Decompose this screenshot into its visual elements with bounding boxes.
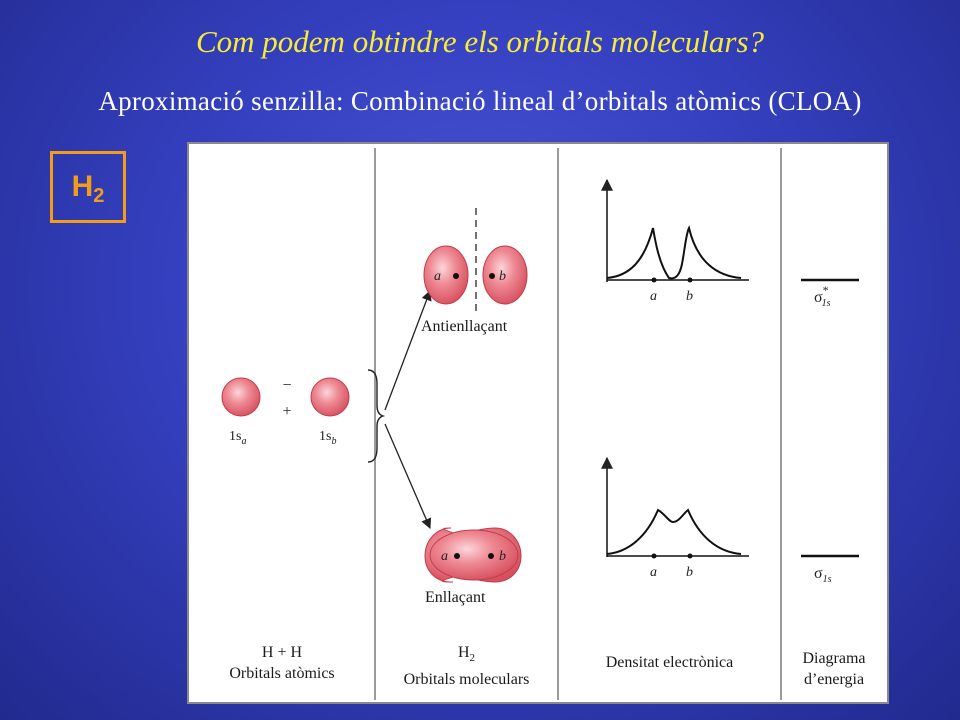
- orbital-label-1sa: $1s_a$: [229, 429, 247, 447]
- density-top-label-a: a: [650, 289, 657, 304]
- density-top-label-b: b: [686, 289, 693, 304]
- column-electron-density: Densitat electrònica: [605, 654, 734, 671]
- molecule-label-box: [50, 151, 126, 223]
- atomic-orbital-a: [222, 378, 260, 416]
- atomic-orbital-b: [311, 378, 349, 416]
- column-energy-diagram: [781, 648, 887, 690]
- figure-panel: [187, 142, 889, 704]
- density-top-point-a: [652, 278, 657, 283]
- bonding-label: Enllaçant: [425, 589, 486, 606]
- density-bottom-point-a: [652, 554, 657, 559]
- antibonding-nucleus-b-label: b: [499, 269, 506, 284]
- arrow-to-bonding: [385, 424, 430, 528]
- energy-label-bonding: $\sigma_{1s}$: [814, 565, 832, 585]
- bonding-nucleus-b-label: b: [499, 549, 506, 564]
- arrow-to-antibonding: [385, 291, 430, 410]
- column-molecular-orbitals: [375, 642, 558, 690]
- density-top-curve: [607, 228, 741, 278]
- antibonding-label: Antienllaçant: [421, 318, 508, 335]
- molecule-label: H: [71, 170, 94, 203]
- antibonding-nucleus-a: [453, 273, 459, 279]
- column-atomic-line2: Orbitals atòmics: [229, 665, 335, 682]
- plus-sign: +: [282, 403, 292, 420]
- column-atomic-line1: H + H: [261, 644, 303, 661]
- bonding-nucleus-a: [454, 553, 460, 559]
- density-bottom-curve: [607, 510, 741, 554]
- density-top-point-b: [688, 278, 693, 283]
- density-bottom-label-a: a: [650, 565, 657, 580]
- orbital-label-1sb: $1s_b$: [319, 429, 337, 447]
- energy-label-antibonding: σ* 1s: [814, 283, 831, 309]
- column-energy-line1: Diagrama: [802, 650, 866, 667]
- slide-subtitle: Aproximació senzilla: Combinació lineal d’orbitals atòmics (CLOA): [98, 86, 862, 116]
- bonding-nucleus-a-label: a: [441, 549, 448, 564]
- column-molecular-line2: Orbitals moleculars: [403, 671, 530, 689]
- figure-diagram: [189, 144, 887, 702]
- molecule-subscript: 2: [93, 185, 105, 207]
- density-bottom-label-b: b: [686, 565, 693, 580]
- antibonding-nucleus-a-label: a: [434, 269, 441, 284]
- bonding-nucleus-b: [488, 553, 494, 559]
- antibonding-lobe-a: [424, 246, 468, 304]
- column-atomic-orbitals: [189, 642, 375, 684]
- column-energy-line2: d’energia: [803, 671, 865, 688]
- minus-sign: −: [282, 377, 292, 394]
- column-molecular-line1: $H_2$: [457, 644, 476, 665]
- density-bottom-point-b: [688, 554, 693, 559]
- antibonding-nucleus-b: [489, 273, 495, 279]
- slide-title: Com podem obtindre els orbitals moleculars?: [195, 24, 765, 59]
